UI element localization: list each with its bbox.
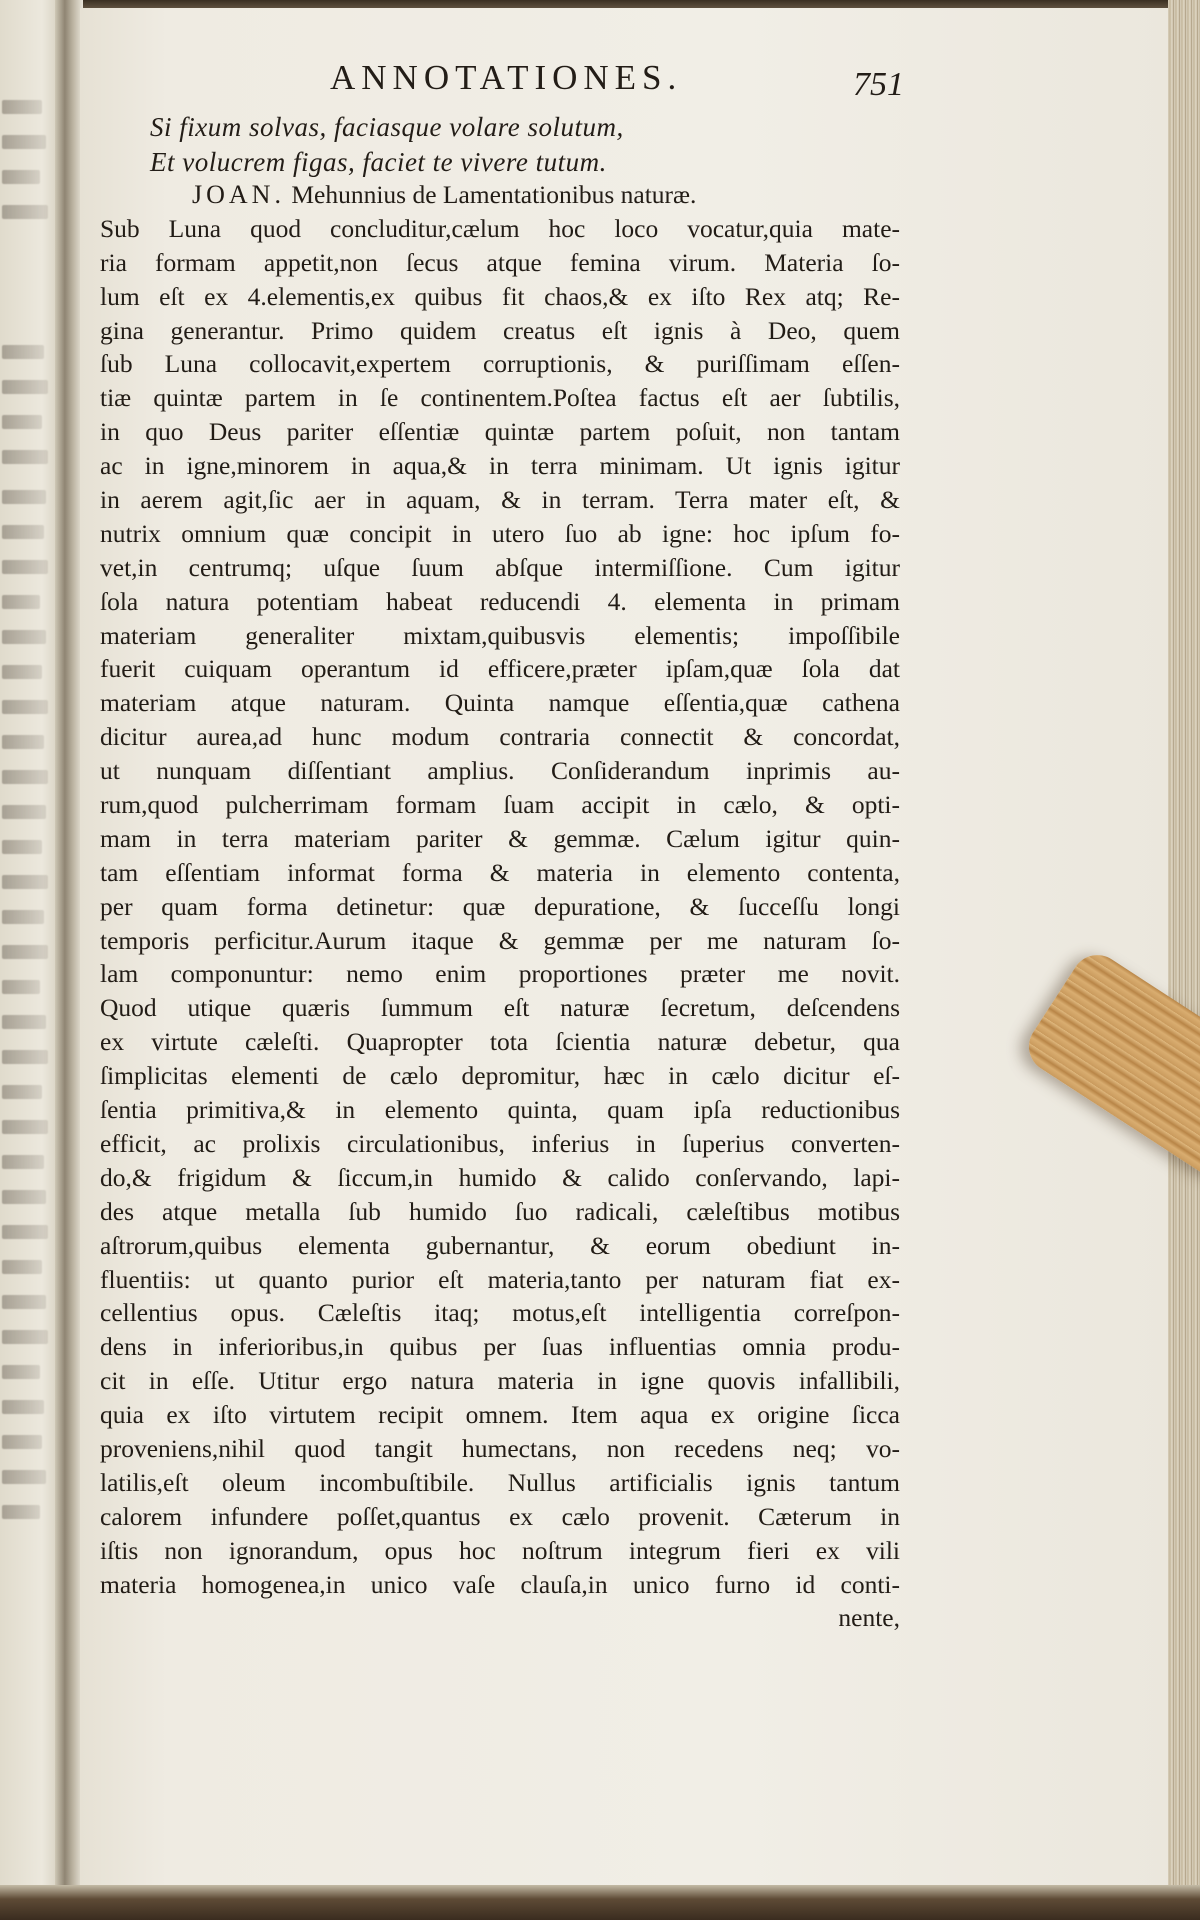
text-line: ex virtute cæleſti. Quapropter tota ſcientia naturæ debetur, qua xyxy=(100,1027,900,1057)
text-line: aſtrorum,quibus elementa gubernantur, & eorum obediunt in- xyxy=(100,1230,900,1260)
text-line: lum eſt ex 4.elementis,ex quibus fit chaos,& ex iſto Rex atq; Re- xyxy=(100,281,900,311)
text-line: ut nunquam diſſentiant amplius. Conſiderandum inprimis au- xyxy=(100,756,900,786)
text-line: materiam atque naturam. Quinta namque eſſentia,quæ cathena xyxy=(100,688,900,718)
text-line: vet,in centrumq; uſque ſuum abſque intermiſſione. Cum igitur xyxy=(100,552,900,582)
text-line: ſola natura potentiam habeat reducendi 4. elementa in primam xyxy=(100,586,900,616)
text-line: materia homogenea,in unico vaſe clauſa,in unico furno id conti- xyxy=(100,1569,900,1599)
text-line: des atque metalla ſub humido ſuo radicali, cæleſtibus motibus xyxy=(100,1196,900,1226)
text-line: iſtis non ignorandum, opus hoc noſtrum integrum fieri ex vili xyxy=(100,1535,900,1565)
text-line: calorem infundere poſſet,quantus ex cælo provenit. Cæterum in xyxy=(100,1501,900,1531)
text-line: ac in igne,minorem in aqua,& in terra minimam. Ut ignis igitur xyxy=(100,451,900,481)
motto-line: Si fixum solvas, faciasque volare solutum, xyxy=(150,112,624,142)
text-line: Sub Luna quod concluditur,cælum hoc loco vocatur,quia mate- xyxy=(100,213,900,243)
text-line: rum,quod pulcherrimam formam ſuam accipit in cælo, & opti- xyxy=(100,790,900,820)
text-line: materiam generaliter mixtam,quibusvis elementis; impoſſibile xyxy=(100,620,900,650)
author-name: JOAN. xyxy=(192,180,285,209)
text-line: tiæ quintæ partem in ſe continentem.Poſtea factus eſt aer ſubtilis, xyxy=(100,383,900,413)
text-line: ſub Luna collocavit,expertem corruptionis, & puriſſimam eſſen- xyxy=(100,349,900,379)
text-line: temporis perficitur.Aurum itaque & gemmæ per me naturam ſo- xyxy=(100,925,900,955)
text-line: in quo Deus pariter eſſentiæ quintæ partem poſuit, non tantam xyxy=(100,417,900,447)
text-line: cellentius opus. Cæleſtis itaq; motus,eſt intelligentia correſpon- xyxy=(100,1298,900,1328)
text-line: proveniens,nihil quod tangit humectans, non recedens neq; vo- xyxy=(100,1433,900,1463)
text-line: lam componuntur: nemo enim proportiones præter me novit. xyxy=(100,959,900,989)
catchword: nente, xyxy=(838,1603,900,1633)
body-text xyxy=(100,178,900,1635)
text-line: tam eſſentiam informat forma & materia in elemento contenta, xyxy=(100,857,900,887)
text-line: quia ex iſto virtutem recipit omnem. Item aqua ex origine ſicca xyxy=(100,1400,900,1430)
text-line: nutrix omnium quæ concipit in utero ſuo ab igne: hoc ipſum fo- xyxy=(100,518,900,548)
text-line: fuerit cuiquam operantum id efficere,præter ipſam,quæ ſola dat xyxy=(100,654,900,684)
page-stack-edge xyxy=(1168,0,1200,1920)
text-line: fluentiis: ut quanto purior eſt materia,tanto per naturam fiat ex- xyxy=(100,1264,900,1294)
text-line: latilis,eſt oleum incombuſtibile. Nullus artificialis ignis tantum xyxy=(100,1467,900,1497)
book-gutter xyxy=(55,0,83,1920)
text-line: mam in terra materiam pariter & gemmæ. Cælum igitur quin- xyxy=(100,823,900,853)
author-line xyxy=(100,178,900,212)
text-line: per quam forma detinetur: quæ depuratione, & ſucceſſu longi xyxy=(100,891,900,921)
text-line: ſentia primitiva,& in elemento quinta, quam ipſa reductionibus xyxy=(100,1095,900,1125)
text-line: Quod utique quæris ſummum eſt naturæ ſecretum, deſcendens xyxy=(100,993,900,1023)
text-line: ſimplicitas elementi de cælo depromitur, hæc in cælo dicitur eſ- xyxy=(100,1061,900,1091)
text-line: dicitur aurea,ad hunc modum contraria connectit & concordat, xyxy=(100,722,900,752)
running-header: ANNOTATIONES. xyxy=(330,58,683,97)
text-line: in aerem agit,ſic aer in aquam, & in terram. Terra mater eſt, & xyxy=(100,485,900,515)
text-line: gina generantur. Primo quidem creatus eſt ignis à Deo, quem xyxy=(100,315,900,345)
book-bottom-edge xyxy=(0,1885,1200,1920)
motto-line: Et volucrem figas, faciet te vivere tutum. xyxy=(150,147,607,177)
text-line: do,& frigidum & ſiccum,in humido & calido conſervando, lapi- xyxy=(100,1162,900,1192)
page-number: 751 xyxy=(853,66,904,103)
text-line: ria formam appetit,non ſecus atque femina virum. Materia ſo- xyxy=(100,247,900,277)
text-line: efficit, ac prolixis circulationibus, inferius in ſuperius converten- xyxy=(100,1128,900,1158)
left-facing-page xyxy=(0,0,60,1920)
author-title: Mehunnius de Lamentationibus naturæ. xyxy=(291,180,697,209)
text-line: cit in eſſe. Utitur ergo natura materia in igne quovis infallibili, xyxy=(100,1366,900,1396)
text-line: dens in inferioribus,in quibus per ſuas influentias omnia produ- xyxy=(100,1332,900,1362)
